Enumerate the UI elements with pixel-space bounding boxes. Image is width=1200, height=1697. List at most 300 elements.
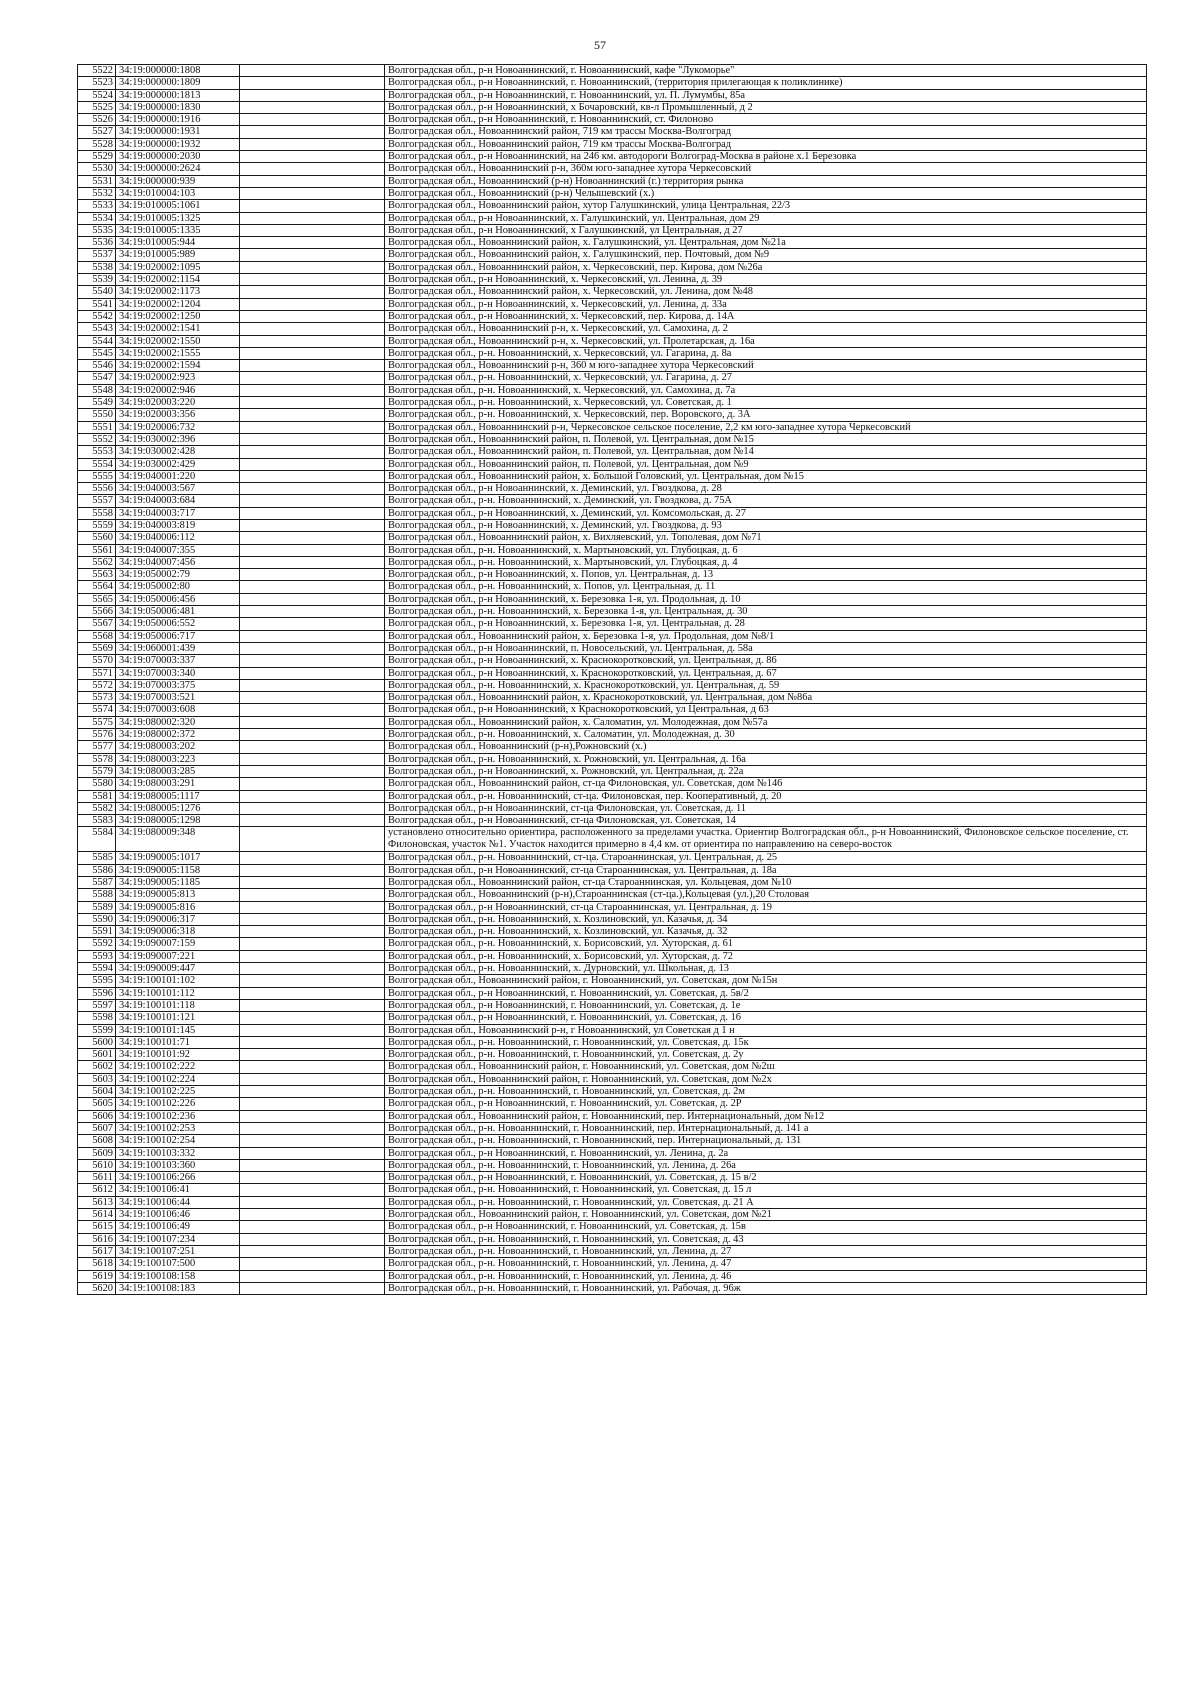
row-number-cell: 5544 (78, 335, 116, 347)
table-row (78, 224, 1147, 236)
cadastral-number-cell: 34:19:010005:944 (116, 237, 240, 249)
empty-cell (240, 679, 385, 691)
cadastral-number-cell: 34:19:010005:1061 (116, 200, 240, 212)
row-number-cell: 5532 (78, 187, 116, 199)
row-number-cell: 5610 (78, 1159, 116, 1171)
table-row (78, 630, 1147, 642)
address-cell: Волгоградская обл., Новоаннинский р-н, 360м юго-западнее хутора Черкесовский (385, 163, 1147, 175)
empty-cell (240, 483, 385, 495)
empty-cell (240, 1221, 385, 1233)
address-cell: Волгоградская обл., р-н. Новоаннинский, х. Козлиновский, ул. Казачья, д. 34 (385, 913, 1147, 925)
row-number-cell: 5572 (78, 679, 116, 691)
cadastral-number-cell: 34:19:020002:946 (116, 384, 240, 396)
row-number-cell: 5583 (78, 815, 116, 827)
table-row (78, 1061, 1147, 1073)
address-cell: Волгоградская обл., р-н Новоаннинский, х. Краснокоротковский, ул. Центральная, д. 86 (385, 655, 1147, 667)
address-cell: Волгоградская обл., р-н Новоаннинский, ст-ца Староаннинская, ул. Центральная, д. 19 (385, 901, 1147, 913)
table-row (78, 889, 1147, 901)
address-cell: Волгоградская обл., Новоаннинский район, х. Большой Головский, ул. Центральная, дом №15 (385, 470, 1147, 482)
empty-cell (240, 889, 385, 901)
cadastral-number-cell: 34:19:100102:254 (116, 1135, 240, 1147)
address-cell: Волгоградская обл., Новоаннинский район, г. Новоаннинский, ул. Советская, дом №2ш (385, 1061, 1147, 1073)
row-number-cell: 5543 (78, 323, 116, 335)
empty-cell (240, 126, 385, 138)
address-cell: Волгоградская обл., р-н Новоаннинский, х. Попов, ул. Центральная, д. 13 (385, 569, 1147, 581)
address-cell: Волгоградская обл., Новоаннинский район, г. Новоаннинский, ул. Советская, дом №21 (385, 1209, 1147, 1221)
address-cell: Волгоградская обл., р-н Новоаннинский, х. Черкесовский, ул. Ленина, д. 33а (385, 298, 1147, 310)
cadastral-number-cell: 34:19:040003:684 (116, 495, 240, 507)
address-cell: Волгоградская обл., Новоаннинский район, х. Галушкинский, ул. Центральная, дом №21а (385, 237, 1147, 249)
cadastral-number-cell: 34:19:000000:1830 (116, 101, 240, 113)
address-cell: Волгоградская обл., р-н Новоаннинский, г. Новоаннинский, ул. Советская, д. 2Р (385, 1098, 1147, 1110)
empty-cell (240, 1245, 385, 1257)
address-cell: Волгоградская обл., р-н Новоаннинский, г. Новоаннинский, ул. Советская, д. 1е (385, 999, 1147, 1011)
table-row (78, 470, 1147, 482)
empty-cell (240, 852, 385, 864)
cadastral-number-cell: 34:19:090005:813 (116, 889, 240, 901)
cadastral-number-cell: 34:19:080002:372 (116, 729, 240, 741)
cadastral-number-cell: 34:19:020002:1095 (116, 261, 240, 273)
address-cell: Волгоградская обл., р-н. Новоаннинский, х. Козлиновский, ул. Казачья, д. 32 (385, 926, 1147, 938)
address-cell: Волгоградская обл., р-н. Новоаннинский, г. Новоаннинский, ул. Советская, д. 43 (385, 1233, 1147, 1245)
empty-cell (240, 360, 385, 372)
empty-cell (240, 163, 385, 175)
cadastral-number-cell: 34:19:060001:439 (116, 642, 240, 654)
cadastral-number-cell: 34:19:020002:923 (116, 372, 240, 384)
cadastral-number-cell: 34:19:000000:1808 (116, 65, 240, 77)
row-number-cell: 5564 (78, 581, 116, 593)
empty-cell (240, 1110, 385, 1122)
address-cell: Волгоградская обл., р-н Новоаннинский, х. Березовка 1-я, ул. Центральная, д. 28 (385, 618, 1147, 630)
cadastral-number-cell: 34:19:100101:112 (116, 987, 240, 999)
row-number-cell: 5549 (78, 397, 116, 409)
row-number-cell: 5576 (78, 729, 116, 741)
address-cell: Волгоградская обл., р-н Новоаннинский, х. Черкесовский, ул. Ленина, д. 39 (385, 274, 1147, 286)
cadastral-number-cell: 34:19:080005:1117 (116, 790, 240, 802)
empty-cell (240, 1147, 385, 1159)
table-row (78, 532, 1147, 544)
table-row (78, 446, 1147, 458)
table-row (78, 987, 1147, 999)
row-number-cell: 5536 (78, 237, 116, 249)
table-row (78, 618, 1147, 630)
table-row (78, 1270, 1147, 1282)
cadastral-number-cell: 34:19:020006:732 (116, 421, 240, 433)
table-row (78, 1245, 1147, 1257)
empty-cell (240, 1233, 385, 1245)
empty-cell (240, 1098, 385, 1110)
empty-cell (240, 569, 385, 581)
empty-cell (240, 655, 385, 667)
address-cell: Волгоградская обл., р-н. Новоаннинский, х. Краснокоротковский, ул. Центральная, д. 59 (385, 679, 1147, 691)
empty-cell (240, 926, 385, 938)
row-number-cell: 5568 (78, 630, 116, 642)
cadastral-number-cell: 34:19:020002:1550 (116, 335, 240, 347)
table-row (78, 175, 1147, 187)
table-row (78, 1209, 1147, 1221)
row-number-cell: 5522 (78, 65, 116, 77)
cadastral-number-cell: 34:19:080003:291 (116, 778, 240, 790)
row-number-cell: 5597 (78, 999, 116, 1011)
table-row (78, 495, 1147, 507)
cadastral-number-cell: 34:19:090005:816 (116, 901, 240, 913)
table-row (78, 729, 1147, 741)
cadastral-number-cell: 34:19:100107:251 (116, 1245, 240, 1257)
address-cell: Волгоградская обл., Новоаннинский р-н, Черкесовское сельское поселение, 2,2 км юго-западнее хутора Черкесовский (385, 421, 1147, 433)
row-number-cell: 5600 (78, 1036, 116, 1048)
table-row (78, 1233, 1147, 1245)
cadastral-number-cell: 34:19:000000:2030 (116, 151, 240, 163)
table-row (78, 963, 1147, 975)
cadastral-number-cell: 34:19:040001:220 (116, 470, 240, 482)
table-row (78, 200, 1147, 212)
table-row (78, 753, 1147, 765)
address-cell: Волгоградская обл., Новоаннинский р-н, х. Черкесовский, ул. Самохина, д. 2 (385, 323, 1147, 335)
row-number-cell: 5579 (78, 765, 116, 777)
cadastral-number-cell: 34:19:100102:226 (116, 1098, 240, 1110)
table-row (78, 187, 1147, 199)
empty-cell (240, 347, 385, 359)
table-row (78, 298, 1147, 310)
row-number-cell: 5575 (78, 716, 116, 728)
table-row (78, 409, 1147, 421)
cadastral-number-cell: 34:19:100108:158 (116, 1270, 240, 1282)
empty-cell (240, 716, 385, 728)
empty-cell (240, 1270, 385, 1282)
row-number-cell: 5530 (78, 163, 116, 175)
address-cell: Волгоградская обл., р-н. Новоаннинский, ст-ца. Староаннинская, ул. Центральная, д. 25 (385, 852, 1147, 864)
table-row (78, 655, 1147, 667)
row-number-cell: 5582 (78, 802, 116, 814)
address-cell: Волгоградская обл., Новоаннинский р-н, 360 м юго-западнее хутора Черкесовский (385, 360, 1147, 372)
table-row (78, 1172, 1147, 1184)
table-row (78, 1012, 1147, 1024)
row-number-cell: 5562 (78, 556, 116, 568)
empty-cell (240, 323, 385, 335)
row-number-cell: 5539 (78, 274, 116, 286)
cadastral-number-cell: 34:19:000000:939 (116, 175, 240, 187)
address-cell: Волгоградская обл., Новоаннинский район, п. Полевой, ул. Центральная, дом №14 (385, 446, 1147, 458)
address-cell: Волгоградская обл., р-н. Новоаннинский, г. Новоаннинский, ул. Ленина, д. 27 (385, 1245, 1147, 1257)
empty-cell (240, 975, 385, 987)
table-row (78, 1196, 1147, 1208)
table-row (78, 1098, 1147, 1110)
cadastral-number-cell: 34:19:100106:41 (116, 1184, 240, 1196)
row-number-cell: 5540 (78, 286, 116, 298)
row-number-cell: 5587 (78, 877, 116, 889)
row-number-cell: 5571 (78, 667, 116, 679)
empty-cell (240, 101, 385, 113)
cadastral-number-cell: 34:19:040007:456 (116, 556, 240, 568)
cadastral-number-cell: 34:19:090005:1185 (116, 877, 240, 889)
table-row (78, 1049, 1147, 1061)
empty-cell (240, 397, 385, 409)
cadastral-number-cell: 34:19:100107:234 (116, 1233, 240, 1245)
empty-cell (240, 1209, 385, 1221)
empty-cell (240, 1049, 385, 1061)
table-row (78, 790, 1147, 802)
cadastral-number-cell: 34:19:050006:552 (116, 618, 240, 630)
row-number-cell: 5581 (78, 790, 116, 802)
row-number-cell: 5611 (78, 1172, 116, 1184)
address-cell: Волгоградская обл., р-н. Новоаннинский, г. Новоаннинский, пер. Интернациональный, д. 131 (385, 1135, 1147, 1147)
empty-cell (240, 827, 385, 852)
table-row (78, 1110, 1147, 1122)
cadastral-number-cell: 34:19:080002:320 (116, 716, 240, 728)
address-cell: Волгоградская обл., р-н Новоаннинский, х. Березовка 1-я, ул. Продольная, д. 10 (385, 593, 1147, 605)
cadastral-number-cell: 34:19:010005:1325 (116, 212, 240, 224)
address-cell: Волгоградская обл., р-н. Новоаннинский, г. Новоаннинский, ул. Советская, д. 21 А (385, 1196, 1147, 1208)
address-cell: Волгоградская обл., р-н Новоаннинский, ст-ца Староаннинская, ул. Центральная, д. 18а (385, 864, 1147, 876)
cadastral-number-cell: 34:19:020002:1250 (116, 310, 240, 322)
cadastral-number-cell: 34:19:100102:224 (116, 1073, 240, 1085)
cadastral-number-cell: 34:19:020002:1555 (116, 347, 240, 359)
row-number-cell: 5613 (78, 1196, 116, 1208)
row-number-cell: 5595 (78, 975, 116, 987)
empty-cell (240, 114, 385, 126)
cadastral-number-cell: 34:19:090006:317 (116, 913, 240, 925)
address-cell: Волгоградская обл., р-н Новоаннинский, г. Новоаннинский, ул. Советская, д. 15 в/2 (385, 1172, 1147, 1184)
cadastral-number-cell: 34:19:020003:356 (116, 409, 240, 421)
table-row (78, 581, 1147, 593)
row-number-cell: 5608 (78, 1135, 116, 1147)
address-cell: Волгоградская обл., р-н. Новоаннинский, х. Мартыновский, ул. Глубоцкая, д. 4 (385, 556, 1147, 568)
empty-cell (240, 458, 385, 470)
cadastral-number-cell: 34:19:020002:1594 (116, 360, 240, 372)
empty-cell (240, 778, 385, 790)
address-cell: Волгоградская обл., р-н. Новоаннинский, х. Мартыновский, ул. Глубоцкая, д. 6 (385, 544, 1147, 556)
address-cell: Волгоградская обл., Новоаннинский район, п. Полевой, ул. Центральная, дом №15 (385, 433, 1147, 445)
table-row (78, 163, 1147, 175)
table-row (78, 1184, 1147, 1196)
address-cell: Волгоградская обл., Новоаннинский район, х. Галушкинский, пер. Почтовый, дом №9 (385, 249, 1147, 261)
row-number-cell: 5616 (78, 1233, 116, 1245)
table-row (78, 802, 1147, 814)
empty-cell (240, 667, 385, 679)
table-row (78, 347, 1147, 359)
empty-cell (240, 409, 385, 421)
address-cell: Волгоградская обл., Новоаннинский район, п. Полевой, ул. Центральная, дом №9 (385, 458, 1147, 470)
table-row (78, 89, 1147, 101)
address-cell: Волгоградская обл., р-н. Новоаннинский, х. Попов, ул. Центральная, д. 11 (385, 581, 1147, 593)
address-cell: Волгоградская обл., р-н. Новоаннинский, х. Саломатин, ул. Молодежная, д. 30 (385, 729, 1147, 741)
empty-cell (240, 89, 385, 101)
empty-cell (240, 384, 385, 396)
row-number-cell: 5526 (78, 114, 116, 126)
row-number-cell: 5567 (78, 618, 116, 630)
address-cell: Волгоградская обл., Новоаннинский район, хутор Галушкинский, улица Центральная, 22/3 (385, 200, 1147, 212)
table-row (78, 778, 1147, 790)
table-row (78, 151, 1147, 163)
table-row (78, 692, 1147, 704)
cadastral-number-cell: 34:19:100101:145 (116, 1024, 240, 1036)
address-cell: Волгоградская обл., Новоаннинский район, ст-ца Филоновская, ул. Советская, дом №146 (385, 778, 1147, 790)
table-row (78, 606, 1147, 618)
address-cell: Волгоградская обл., р-н Новоаннинский, г. Новоаннинский, ул. Ленина, д. 2а (385, 1147, 1147, 1159)
address-cell: Волгоградская обл., р-н Новоаннинский, ст-ца Филоновская, ул. Советская, д. 11 (385, 802, 1147, 814)
table-row (78, 667, 1147, 679)
row-number-cell: 5541 (78, 298, 116, 310)
address-cell: Волгоградская обл., Новоаннинский район, х. Черкесовский, ул. Ленина, дом №48 (385, 286, 1147, 298)
address-cell: Волгоградская обл., р-н. Новоаннинский, х. Борисовский, ул. Хуторская, д. 61 (385, 938, 1147, 950)
row-number-cell: 5557 (78, 495, 116, 507)
empty-cell (240, 1012, 385, 1024)
empty-cell (240, 421, 385, 433)
empty-cell (240, 987, 385, 999)
address-cell: Волгоградская обл., р-н Новоаннинский, х. Галушкинский, ул. Центральная, дом 29 (385, 212, 1147, 224)
empty-cell (240, 606, 385, 618)
address-cell: Волгоградская обл., Новоаннинский (р-н) Челышевский (х.) (385, 187, 1147, 199)
row-number-cell: 5553 (78, 446, 116, 458)
address-cell: Волгоградская обл., р-н. Новоаннинский, х. Черкесовский, ул. Гагарина, д. 27 (385, 372, 1147, 384)
empty-cell (240, 950, 385, 962)
cadastral-number-cell: 34:19:040007:355 (116, 544, 240, 556)
table-row (78, 901, 1147, 913)
row-number-cell: 5591 (78, 926, 116, 938)
table-row (78, 519, 1147, 531)
empty-cell (240, 286, 385, 298)
table-row (78, 950, 1147, 962)
empty-cell (240, 1086, 385, 1098)
address-cell: Волгоградская обл., р-н. Новоаннинский, х. Дурновский, ул. Школьная, д. 13 (385, 963, 1147, 975)
cadastral-number-cell: 34:19:090006:318 (116, 926, 240, 938)
cadastral-number-cell: 34:19:030002:428 (116, 446, 240, 458)
cadastral-number-cell: 34:19:090005:1017 (116, 852, 240, 864)
cadastral-number-cell: 34:19:100102:253 (116, 1122, 240, 1134)
row-number-cell: 5560 (78, 532, 116, 544)
row-number-cell: 5535 (78, 224, 116, 236)
table-row (78, 569, 1147, 581)
empty-cell (240, 704, 385, 716)
address-cell: Волгоградская обл., Новоаннинский р-н, г Новоаннинский, ул Советская д 1 н (385, 1024, 1147, 1036)
table-row (78, 212, 1147, 224)
empty-cell (240, 237, 385, 249)
cadastral-number-cell: 34:19:090009:447 (116, 963, 240, 975)
cadastral-number-cell: 34:19:100106:44 (116, 1196, 240, 1208)
empty-cell (240, 1036, 385, 1048)
table-row (78, 938, 1147, 950)
empty-cell (240, 741, 385, 753)
cadastral-number-cell: 34:19:100101:92 (116, 1049, 240, 1061)
empty-cell (240, 1184, 385, 1196)
row-number-cell: 5556 (78, 483, 116, 495)
cadastral-number-cell: 34:19:070003:608 (116, 704, 240, 716)
table-row (78, 458, 1147, 470)
address-cell: Волгоградская обл., р-н. Новоаннинский, х. Черкесовский, ул. Самохина, д. 7а (385, 384, 1147, 396)
table-row (78, 397, 1147, 409)
row-number-cell: 5537 (78, 249, 116, 261)
cadastral-number-cell: 34:19:100102:222 (116, 1061, 240, 1073)
table-row (78, 237, 1147, 249)
address-cell: Волгоградская обл., р-н Новоаннинский, г. Новоаннинский, (территория прилегающая к поликлинике) (385, 77, 1147, 89)
empty-cell (240, 913, 385, 925)
row-number-cell: 5588 (78, 889, 116, 901)
empty-cell (240, 692, 385, 704)
row-number-cell: 5561 (78, 544, 116, 556)
row-number-cell: 5573 (78, 692, 116, 704)
cadastral-number-cell: 34:19:000000:1813 (116, 89, 240, 101)
table-row (78, 556, 1147, 568)
row-number-cell: 5569 (78, 642, 116, 654)
empty-cell (240, 187, 385, 199)
address-cell: Волгоградская обл., р-н Новоаннинский, х Галушкинский, ул Центральная, д 27 (385, 224, 1147, 236)
row-number-cell: 5525 (78, 101, 116, 113)
empty-cell (240, 802, 385, 814)
row-number-cell: 5559 (78, 519, 116, 531)
empty-cell (240, 224, 385, 236)
empty-cell (240, 212, 385, 224)
address-cell: Волгоградская обл., р-н. Новоаннинский, г. Новоаннинский, ул. Рабочая, д. 96ж (385, 1282, 1147, 1294)
row-number-cell: 5524 (78, 89, 116, 101)
table-row (78, 999, 1147, 1011)
cadastral-number-cell: 34:19:100106:266 (116, 1172, 240, 1184)
table-row (78, 1159, 1147, 1171)
row-number-cell: 5592 (78, 938, 116, 950)
table-row (78, 335, 1147, 347)
table-row (78, 913, 1147, 925)
empty-cell (240, 274, 385, 286)
empty-cell (240, 556, 385, 568)
empty-cell (240, 753, 385, 765)
address-cell: Волгоградская обл., Новоаннинский р-н, х. Черкесовский, ул. Пролетарская, д. 16а (385, 335, 1147, 347)
table-row (78, 1036, 1147, 1048)
cadastral-number-cell: 34:19:040003:819 (116, 519, 240, 531)
empty-cell (240, 519, 385, 531)
table-row (78, 65, 1147, 77)
row-number-cell: 5570 (78, 655, 116, 667)
table-row (78, 1258, 1147, 1270)
empty-cell (240, 200, 385, 212)
address-cell: Волгоградская обл., р-н. Новоаннинский, г. Новоаннинский, ул. Советская, д. 15к (385, 1036, 1147, 1048)
cadastral-number-cell: 34:19:050006:456 (116, 593, 240, 605)
cadastral-number-cell: 34:19:100103:360 (116, 1159, 240, 1171)
row-number-cell: 5603 (78, 1073, 116, 1085)
table-row (78, 741, 1147, 753)
empty-cell (240, 630, 385, 642)
row-number-cell: 5533 (78, 200, 116, 212)
cadastral-number-cell: 34:19:070003:337 (116, 655, 240, 667)
address-cell: Волгоградская обл., р-н Новоаннинский, х. Деминский, ул. Гвоздкова, д. 28 (385, 483, 1147, 495)
cadastral-number-cell: 34:19:020002:1154 (116, 274, 240, 286)
empty-cell (240, 151, 385, 163)
cadastral-number-cell: 34:19:100101:121 (116, 1012, 240, 1024)
empty-cell (240, 963, 385, 975)
table-row (78, 286, 1147, 298)
table-row (78, 1122, 1147, 1134)
cadastral-number-cell: 34:19:100102:225 (116, 1086, 240, 1098)
empty-cell (240, 65, 385, 77)
row-number-cell: 5612 (78, 1184, 116, 1196)
row-number-cell: 5565 (78, 593, 116, 605)
address-cell: Волгоградская обл., Новоаннинский (р-н) Новоаннинский (г.) территория рынка (385, 175, 1147, 187)
table-row (78, 310, 1147, 322)
address-cell: Волгоградская обл., р-н. Новоаннинский, х. Черкесовский, пер. Воровского, д. 3А (385, 409, 1147, 421)
row-number-cell: 5601 (78, 1049, 116, 1061)
table-row (78, 1147, 1147, 1159)
table-row (78, 433, 1147, 445)
empty-cell (240, 470, 385, 482)
empty-cell (240, 765, 385, 777)
empty-cell (240, 261, 385, 273)
address-cell: Волгоградская обл., Новоаннинский район, х. Березовка 1-я, ул. Продольная, дом №8/1 (385, 630, 1147, 642)
table-row (78, 544, 1147, 556)
address-cell: Волгоградская обл., Новоаннинский район, х. Саломатин, ул. Молодежная, дом №57а (385, 716, 1147, 728)
row-number-cell: 5542 (78, 310, 116, 322)
address-cell: Волгоградская обл., Новоаннинский район, х. Черкесовский, пер. Кирова, дом №26а (385, 261, 1147, 273)
table-row (78, 864, 1147, 876)
cadastral-number-cell: 34:19:080005:1276 (116, 802, 240, 814)
address-cell: Волгоградская обл., р-н. Новоаннинский, х. Черкесовский, ул. Гагарина, д. 8а (385, 347, 1147, 359)
